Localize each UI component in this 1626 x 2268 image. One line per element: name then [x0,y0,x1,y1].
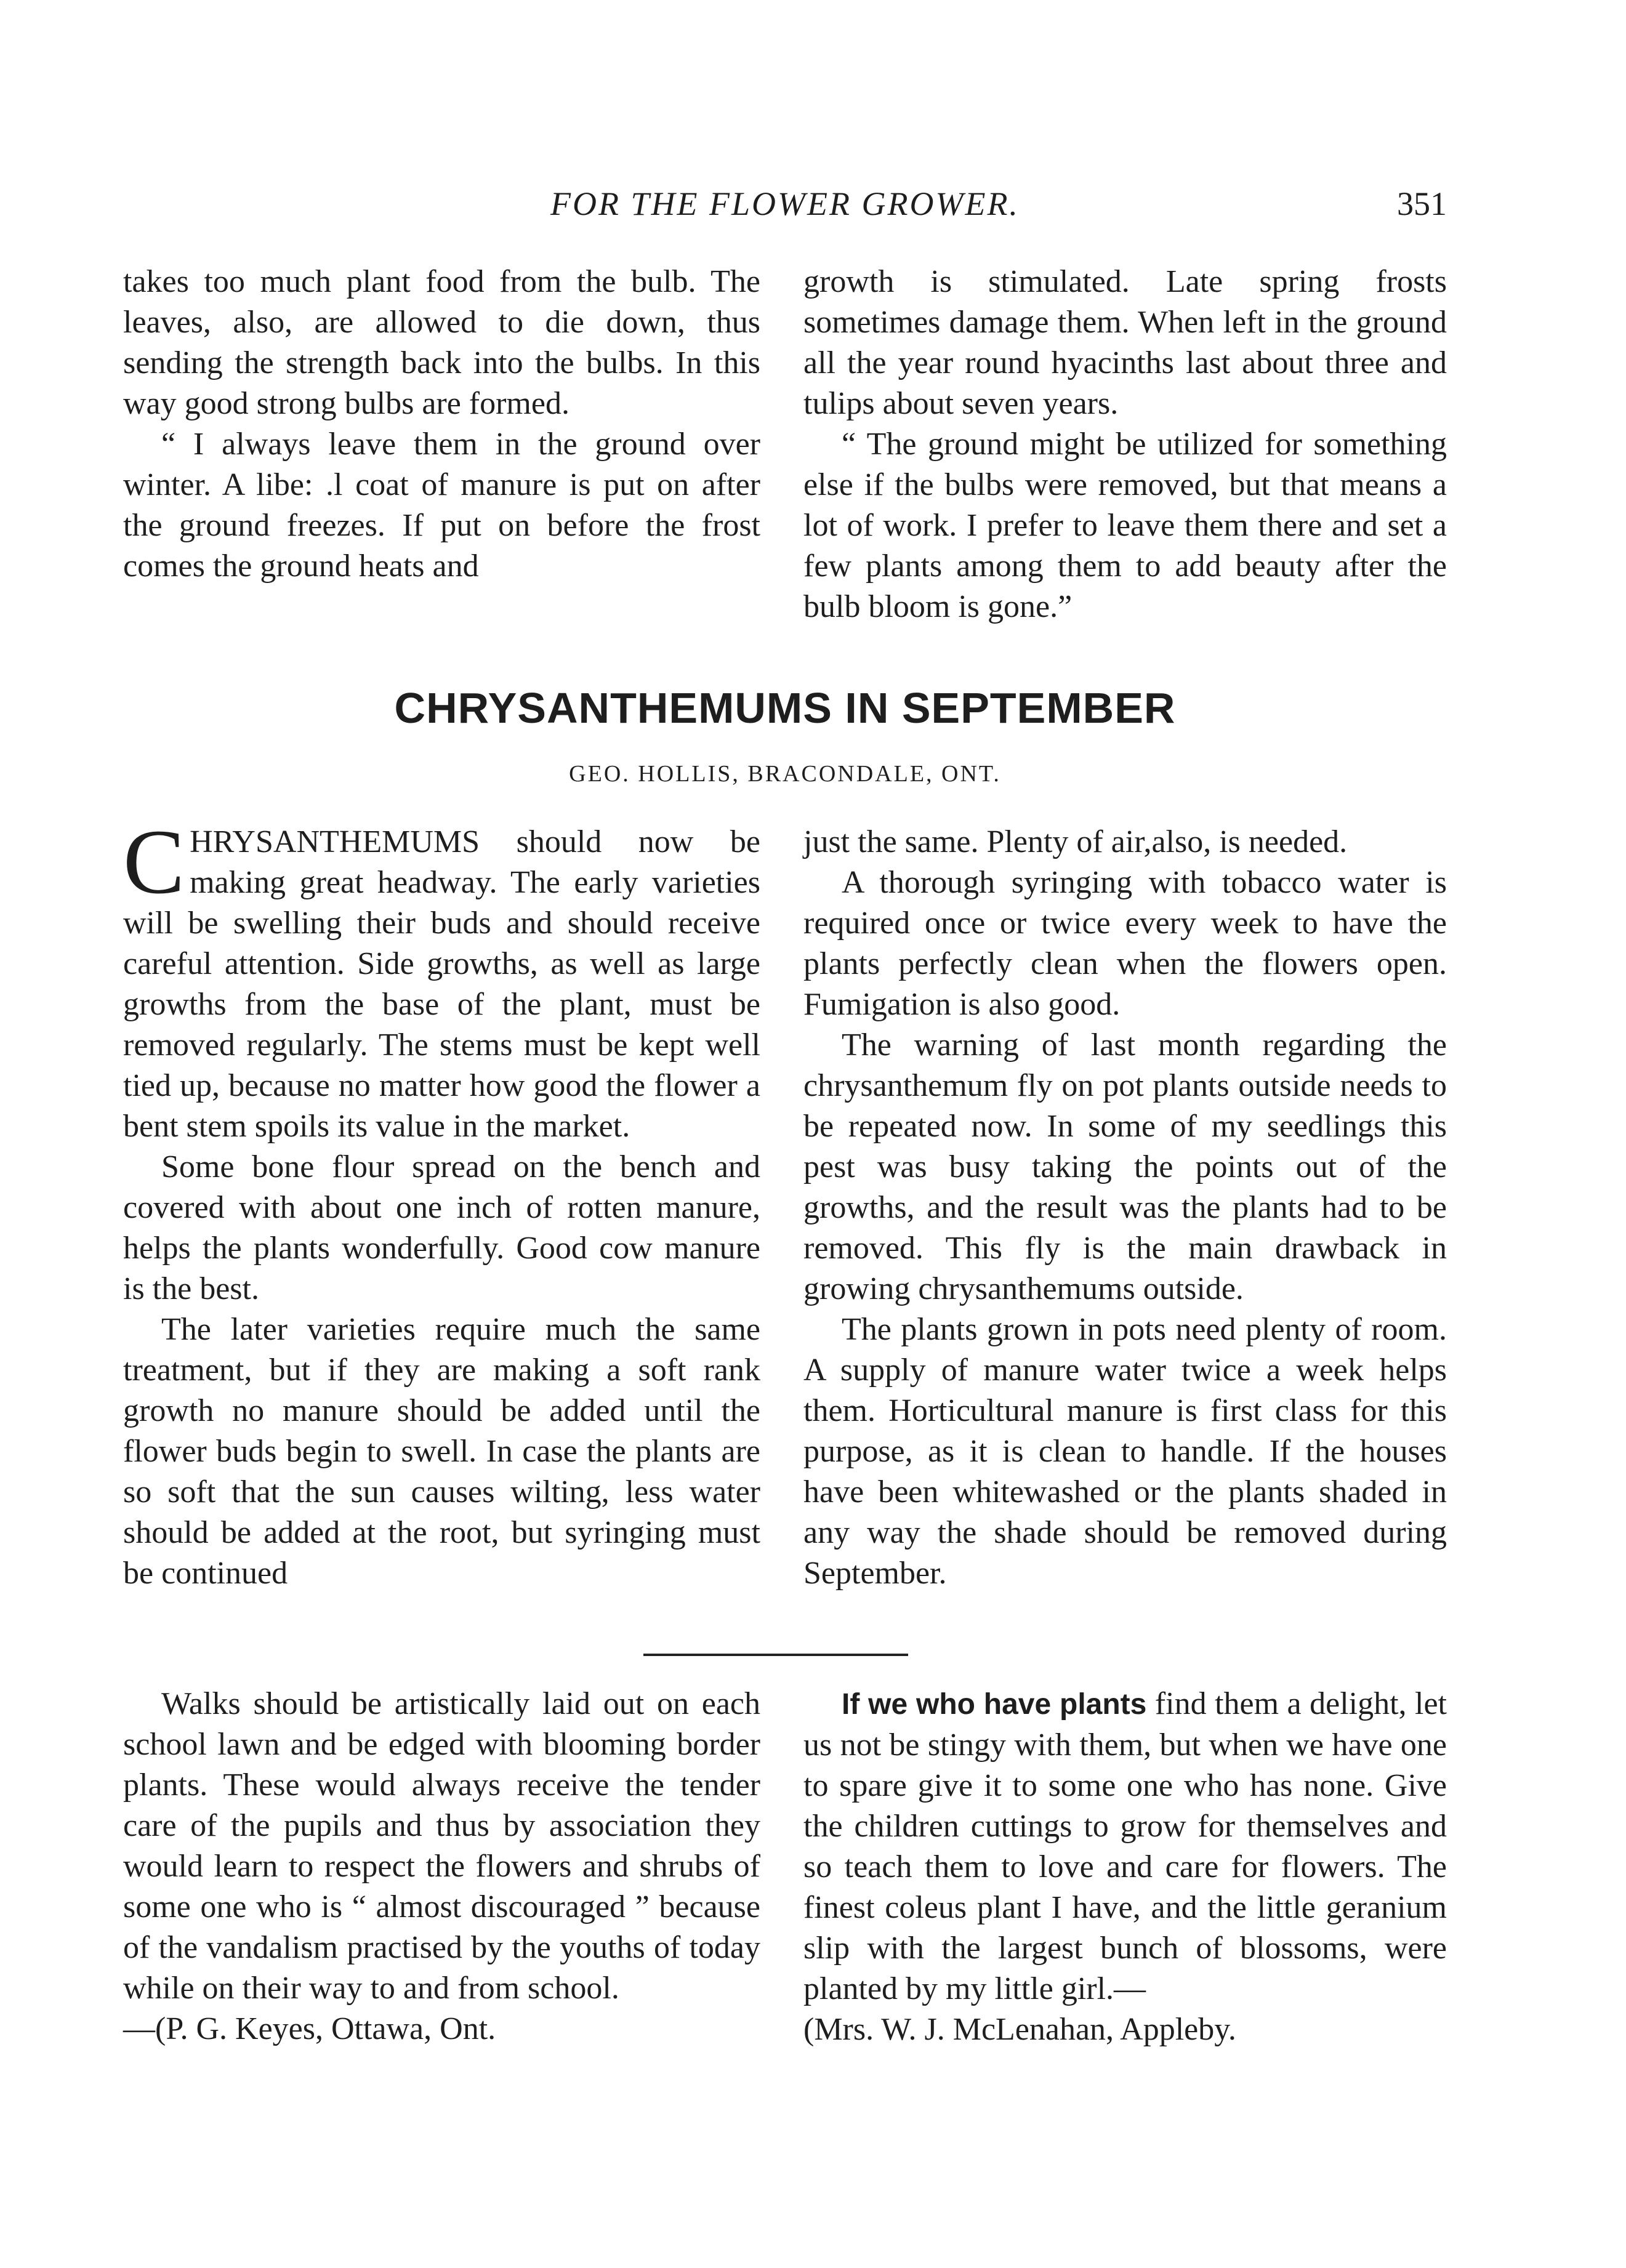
drop-cap: C [123,811,185,913]
first-paragraph-text: HRYSANTHEMUMS should now be making great headway. The early varieties will be swelling their buds and should receive careful attention. Side growths, as well as large growths from the base of the plant, must be removed regularly. The stems must be kept well tied up, because no matter how good the flower a bent stem spoils its value in the market. [123,824,760,1144]
note-attribution: (Mrs. W. J. McLenahan, Appleby. [803,2012,1236,2047]
paragraph: “ The ground might be utilized for something else if the bulbs were removed, but that means a lot of work. I prefer to leave them there and set a few plants among them to add beauty after the bulb bloom is gone.” [803,427,1447,624]
continued-right-column [803,262,1447,627]
note-attribution: —(P. G. Keyes, Ottawa, Ont. [123,2011,496,2046]
paragraph: Some bone flour spread on the bench and covered with about one inch of rotten manure, helps the plants wonderfully. Good cow manure is the best. [123,1149,760,1306]
paragraph: The warning of last month regarding the chrysanthemum fly on pot plants outside needs to be repeated now. In some of my seedlings this pest was busy taking the points out of the growths, and the result was the plants had to be removed. This fly is the main drawback in growing chrysanthemums outside. [803,1027,1447,1306]
paragraph [123,811,760,1147]
article-byline: GEO. HOLLIS, BRACONDALE, ONT. [569,761,1001,787]
running-head [123,185,1447,234]
paragraph: The plants grown in pots need plenty of room. A supply of manure water twice a week helps them. Horticultural manure is first class for this purpose, as it is clean to handle. If the houses have been whitewashed or the plants shaded in any way the shade should be removed during September. [803,1312,1447,1591]
note-right [803,1684,1447,2050]
paragraph: takes too much plant food from the bulb. The leaves, also, are allowed to die down, thus sending the strength back into the bulbs. In this way good strong bulbs are formed. [123,264,760,421]
article-left-column [123,811,760,1594]
continued-left-column [123,262,760,587]
paragraph: growth is stimulated. Late spring frosts sometimes damage them. When left in the ground all the year round hyacinths last about three and tulips about seven years. [803,264,1447,421]
section-divider [643,1654,908,1656]
paragraph: Walks should be artistically laid out on each school lawn and be edged with blooming border plants. These would always receive the tender care of the pupils and thus by association they would learn to respect the flowers and shrubs of some one who is “ almost discouraged ” because of the vandalism practised by the youths of today while on their way to and from school. [123,1686,760,2006]
paragraph [803,1684,1447,2009]
page-number: 351 [1397,185,1447,222]
note-text: find them a delight, let us not be stingy with them, but when we have one to spare give it to some one who has none. Give the children cuttings to grow for themselves and so teach them to love and care for flowers. The finest coleus plant I have, and the little geranium slip with the largest bunch of blossoms, were planted by my little girl.— [803,1686,1447,2006]
article-right-column [803,822,1447,1594]
paragraph: “ I always leave them in the ground over winter. A libe: .l coat of manure is put on after the ground freezes. If put on before the frost comes the ground heats and [123,427,760,584]
paragraph: The later varieties require much the same treatment, but if they are making a soft rank growth no manure should be added until the flower buds begin to swell. In case the plants are so soft that the sun causes wilting, less water should be added at the root, but syringing must be continued [123,1312,760,1591]
article-title: CHRYSANTHEMUMS IN SEPTEMBER [394,684,1176,732]
note-lead: If we who have plants [842,1688,1147,1721]
paragraph: A thorough syringing with tobacco water is required once or twice every week to have the plants perfectly clean when the flowers open. Fumigation is also good. [803,865,1447,1022]
note-left [123,1684,760,2049]
paragraph: just the same. Plenty of air,also, is needed. [803,824,1348,859]
running-title: FOR THE FLOWER GROWER. [550,185,1020,222]
